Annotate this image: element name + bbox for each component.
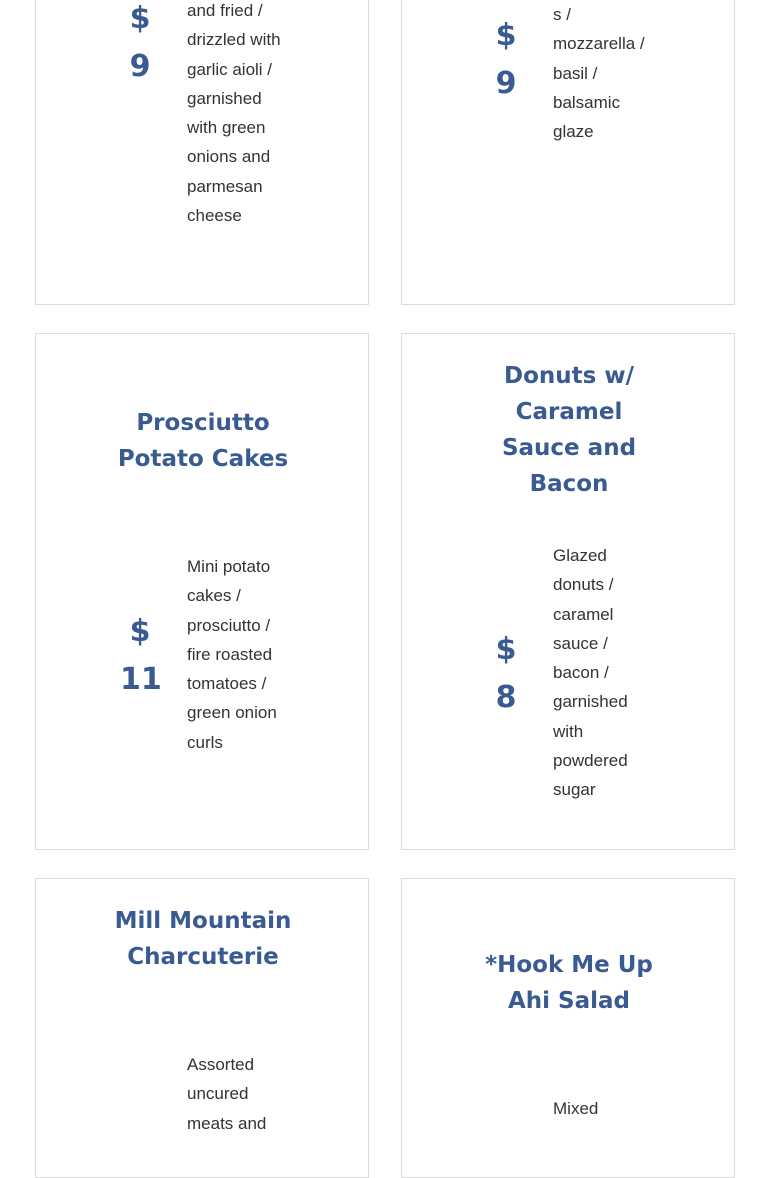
price-value: 11 (120, 662, 162, 697)
price-symbol: $ (129, 1, 151, 36)
item-description: Glazed donuts / caramel sauce / bacon / garnished with powdered sugar (553, 546, 628, 800)
menu-card (401, 878, 735, 1178)
price-value: 9 (495, 66, 517, 101)
price-symbol: $ (495, 632, 517, 667)
price (120, 608, 160, 704)
item-description: Mixed (553, 1099, 599, 1118)
menu-card (401, 333, 735, 850)
item-description: and fried / drizzled with garlic aioli / garnished with green onions and parmesan cheese (187, 1, 281, 226)
price-symbol: $ (495, 18, 517, 53)
price (120, 0, 160, 91)
price (486, 12, 526, 108)
item-title: Donuts w/ Caramel Sauce and Bacon (501, 363, 637, 497)
item-title: *Hook Me Up Ahi Salad (485, 952, 653, 1014)
menu-card (35, 333, 369, 850)
item-description: s / mozzarella / basil / balsamic glaze (553, 5, 645, 142)
price-value: 8 (495, 680, 517, 715)
price-value: 9 (129, 49, 151, 84)
menu-card (401, 0, 735, 305)
item-title: Mill Mountain Charcuterie (114, 908, 292, 970)
item-title: Prosciutto Potato Cakes (117, 410, 289, 472)
item-description: Assorted uncured meats and (187, 1055, 267, 1133)
item-description: Mini potato cakes / prosciutto / fire roasted tomatoes / green onion curls (187, 557, 277, 752)
price-symbol: $ (129, 614, 151, 649)
menu-card (35, 0, 369, 305)
price (486, 626, 526, 722)
menu-card (35, 878, 369, 1178)
